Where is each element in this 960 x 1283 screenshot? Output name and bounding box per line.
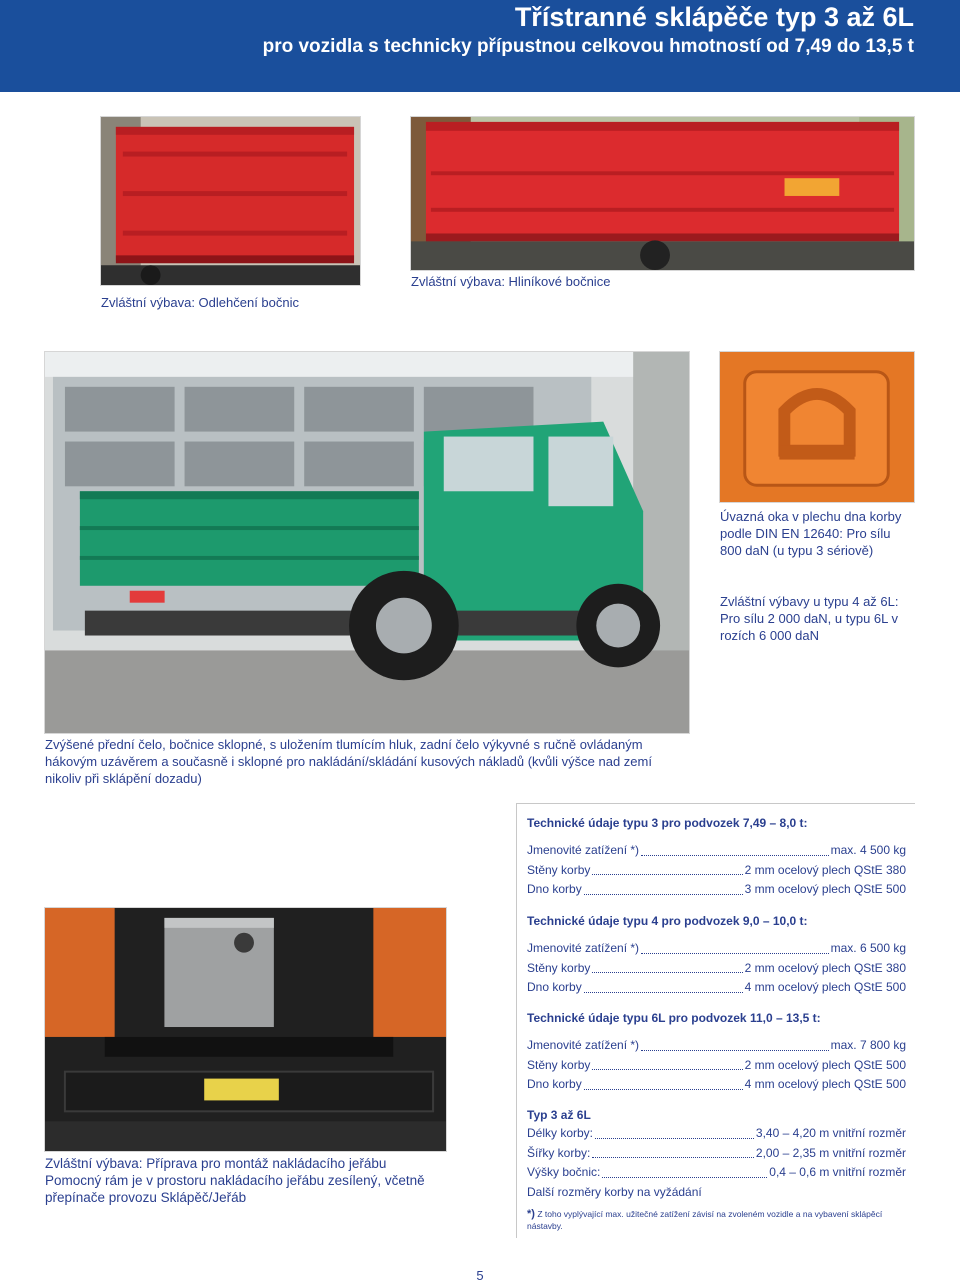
spec-label: Šířky korby:	[527, 1145, 591, 1160]
spec-row	[527, 1144, 906, 1164]
photo-light-sides	[100, 116, 361, 286]
dimensions-heading: Typ 3 až 6L	[527, 1108, 591, 1122]
spec-value: max. 6 500 kg	[830, 941, 906, 955]
type-4-heading: Technické údaje typu 4 pro podvozek 9,0 – 10,0 t:	[527, 914, 808, 928]
spec-label: Dno korby	[527, 980, 582, 994]
spec-label: Jmenovité zatížení *)	[527, 1038, 640, 1052]
spec-label: Stěny korby	[527, 960, 591, 975]
spec-value: max. 7 800 kg	[830, 1038, 906, 1052]
spec-label: Jmenovité zatížení *)	[527, 941, 640, 955]
spec-row	[527, 861, 906, 881]
spec-label: Výšky bočnic:	[527, 1165, 601, 1179]
footnote-marker: *)	[527, 1208, 535, 1220]
dimensions-note: Další rozměry korby na vyžádání	[527, 1184, 702, 1199]
technical-data-type-4	[527, 914, 906, 998]
photo-aluminium-sides	[410, 116, 915, 271]
spec-value: max. 4 500 kg	[830, 843, 906, 857]
spec-value: 2 mm ocelový plech QStE 380	[744, 862, 906, 877]
photo-crane-preparation	[44, 907, 447, 1152]
caption-tie-down-ring-optional: Zvláštní výbavy u typu 4 až 6L: Pro sílu 2 000 daN, u typu 6L v rozích 6 000 daN	[720, 594, 899, 643]
spec-row	[527, 939, 906, 959]
spec-row	[527, 978, 906, 998]
spec-label: Dno korby	[527, 1077, 582, 1091]
spec-value: 3,40 – 4,20 m vnitřní rozměr	[755, 1126, 906, 1140]
photo-tie-down-ring	[719, 351, 915, 503]
spec-row	[527, 841, 906, 861]
footnote-text: Z toho vyplývající max. užitečné zatížení závisí na zvoleném vozidle a na vybavení sklápěcí nástavby.	[527, 1209, 883, 1231]
dimensions-block	[527, 1108, 906, 1202]
page-header	[0, 0, 960, 92]
page-number: 5	[476, 1268, 484, 1283]
spec-value: 2 mm ocelový plech QStE 380	[744, 960, 906, 975]
caption-green-tipper: Zvýšené přední čelo, bočnice sklopné, s uložením tlumícím hluk, zadní čelo výkyvné s ručně ovládaným hákovým uzávěrem a současně i sklopné pro nakládání/skládání kusových nákladů (kvůli výšce nad zemí nikoliv při sklápění dozadu)	[45, 737, 652, 786]
spec-value: 0,4 – 0,6 m vnitřní rozměr	[769, 1165, 906, 1179]
caption-tie-down-ring: Úvazná oka v plechu dna korby podle DIN EN 12640: Pro sílu 800 daN (u typu 3 sériově)	[720, 509, 902, 558]
spec-row	[527, 1075, 906, 1095]
spec-label: Dno korby	[527, 882, 582, 896]
spec-row	[527, 1163, 906, 1183]
spec-label: Jmenovité zatížení *)	[527, 843, 640, 857]
technical-data-type-6l	[527, 1011, 906, 1095]
spec-row	[527, 880, 906, 900]
caption-light-sides: Zvláštní výbava: Odlehčení bočnic	[101, 295, 299, 310]
footnote	[527, 1208, 897, 1232]
spec-row	[527, 1036, 906, 1056]
spec-label: Délky korby:	[527, 1126, 594, 1140]
spec-label: Stěny korby	[527, 1057, 591, 1072]
spec-value: 4 mm ocelový plech QStE 500	[744, 980, 906, 994]
type-3-heading: Technické údaje typu 3 pro podvozek 7,49 – 8,0 t:	[527, 816, 808, 830]
caption-aluminium-sides: Zvláštní výbava: Hliníkové bočnice	[411, 274, 611, 289]
spec-value: 3 mm ocelový plech QStE 500	[744, 882, 906, 896]
spec-value: 2 mm ocelový plech QStE 500	[744, 1057, 906, 1072]
technical-data-panel	[516, 803, 915, 1238]
spec-label: Stěny korby	[527, 862, 591, 877]
caption-crane-preparation: Zvláštní výbava: Příprava pro montáž nakládacího jeřábu Pomocný rám je v prostoru nakládacího jeřábu zesílený, včetně přepínače provozu Sklápěč/Jeřáb	[45, 1156, 425, 1205]
photo-green-tipper	[44, 351, 690, 734]
spec-row	[527, 1124, 906, 1144]
type-6l-heading: Technické údaje typu 6L pro podvozek 11,0 – 13,5 t:	[527, 1011, 821, 1025]
technical-data-type-3	[527, 816, 906, 900]
spec-row	[527, 1056, 906, 1076]
spec-value: 2,00 – 2,35 m vnitřní rozměr	[755, 1145, 906, 1160]
spec-row	[527, 959, 906, 979]
page-title: Třístranné sklápěče typ 3 až 6L	[514, 2, 914, 32]
page-subtitle: pro vozidla s technicky přípustnou celkovou hmotností od 7,49 do 13,5 t	[262, 36, 914, 57]
spec-value: 4 mm ocelový plech QStE 500	[744, 1077, 906, 1091]
